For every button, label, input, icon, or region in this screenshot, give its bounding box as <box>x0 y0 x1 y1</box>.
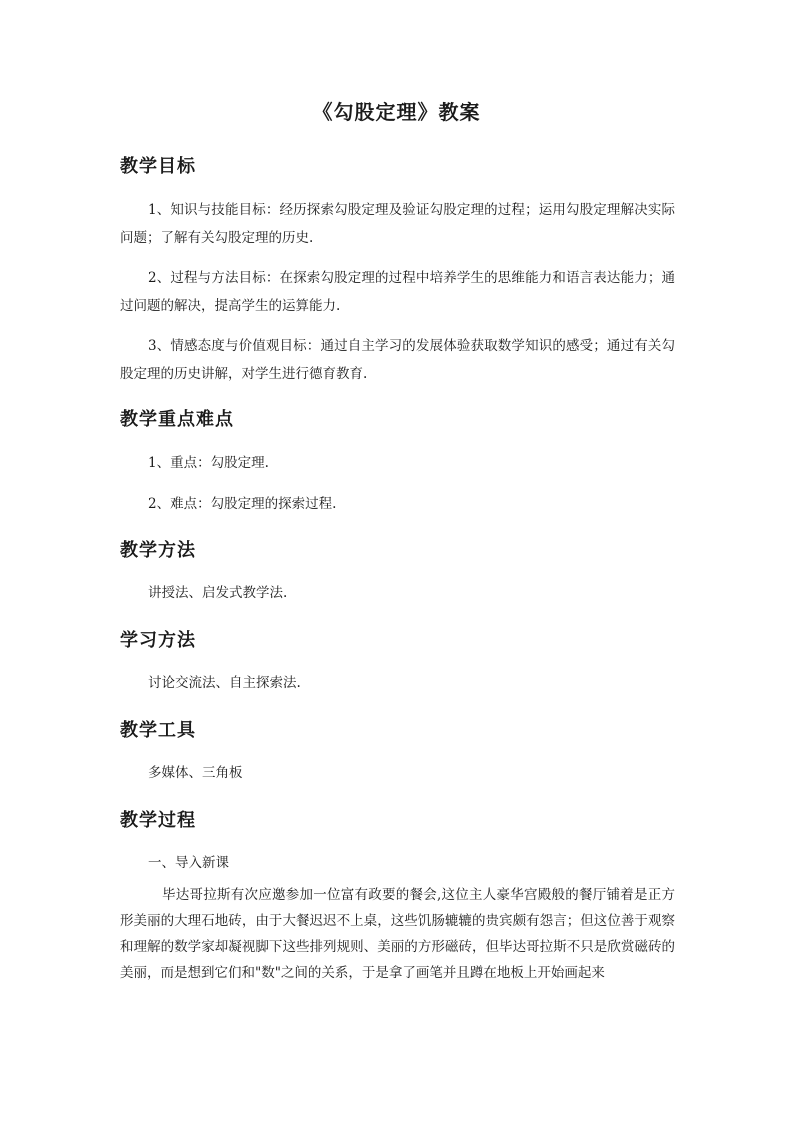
objectives-heading: 教学目标 <box>120 156 196 177</box>
key-point-item-2: 2、难点：勾股定理的探索过程. <box>148 496 337 512</box>
tools-text: 多媒体、三角板 <box>148 765 243 781</box>
key-point-item-1: 1、重点：勾股定理. <box>148 455 269 471</box>
objective-item-1: 1、知识与技能目标：经历探索勾股定理及验证勾股定理的过程；运用勾股定理解决实际问题；了解有关勾股定理的历史. <box>120 202 675 246</box>
process-step-heading: 一、导入新课 <box>148 855 229 871</box>
learning-method-text: 讨论交流法、自主探索法. <box>148 675 301 691</box>
key-points-heading: 教学重点难点 <box>120 409 234 430</box>
objective-item-3: 3、情感态度与价值观目标：通过自主学习的发展体验获取数学知识的感受；通过有关勾股定理的历史讲解，对学生进行德育教育. <box>120 338 675 382</box>
learning-method-heading: 学习方法 <box>120 630 196 651</box>
document-title: 《勾股定理》教案 <box>312 100 481 124</box>
teaching-method-heading: 教学方法 <box>120 540 196 561</box>
process-heading: 教学过程 <box>120 810 196 831</box>
objective-item-2: 2、过程与方法目标：在探索勾股定理的过程中培养学生的思维能力和语言表达能力；通过问题的解决，提高学生的运算能力. <box>120 270 675 314</box>
tools-heading: 教学工具 <box>120 720 196 741</box>
teaching-method-text: 讲授法、启发式教学法. <box>148 585 288 601</box>
process-story-paragraph: 毕达哥拉斯有次应邀参加一位富有政要的餐会,这位主人豪华宫殿般的餐厅铺着是正方形美丽的大理石地砖，由于大餐迟迟不上桌，这些饥肠辘辘的贵宾颇有怨言；但这位善于观察和理解的数学家却凝视脚下这些排列规则、美丽的方形磁砖，但毕达哥拉斯不只是欣赏磁砖的美丽，而是想到它们和"数"之间的关系，于是拿了画笔并且蹲在地板上开始画起来 <box>120 887 675 981</box>
